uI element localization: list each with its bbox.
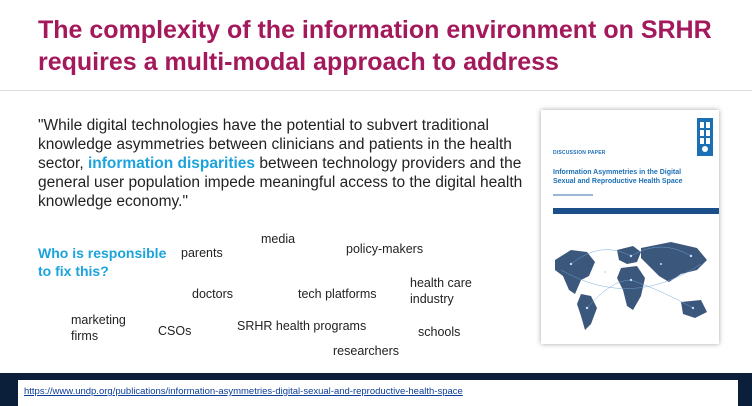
- quote-part-2: between technology providers and the general user population impede meaningful access to the digital health knowledge economy.": [38, 155, 523, 210]
- actor-tech-platforms: tech platforms: [298, 287, 377, 301]
- title-line-1: The complexity of the information environment on SRHR: [38, 16, 712, 44]
- paper-title: Information Asymmetries in the Digital Sexual and Reproductive Health Space: [553, 169, 683, 185]
- world-map-illustration: [541, 220, 719, 344]
- paper-tag: DISCUSSION PAPER: [553, 150, 606, 156]
- actor-schools: schools: [418, 325, 461, 339]
- actor-csos: CSOs: [158, 324, 192, 338]
- discussion-paper-cover: [541, 110, 719, 344]
- actor-marketing-firms: marketing firms: [71, 313, 126, 343]
- actor-health-care-industry: health care industry: [410, 276, 472, 306]
- actor-researchers: researchers: [333, 344, 399, 358]
- quote-text: [38, 116, 538, 211]
- undp-logo: [697, 118, 713, 156]
- quote-part-1: "While digital technologies have the potential to subvert traditional knowledge asymmetries between clinicians and patients in the health sector,: [38, 117, 512, 172]
- actor-doctors: doctors: [192, 287, 233, 301]
- actor-srhr-health-programs: SRHR health programs: [237, 319, 367, 333]
- title-line-2: requires a multi-modal approach to address: [38, 48, 559, 76]
- link-box: [18, 380, 738, 406]
- question-text: Who is responsible to fix this?: [38, 245, 167, 279]
- actor-media: media: [261, 232, 296, 246]
- paper-date-line: [553, 194, 593, 196]
- quote-highlight: information disparities: [87, 155, 256, 172]
- undp-publication-link[interactable]: https://www.undp.org/publications/information-asymmetries-digital-sexual-and-reproductive-health-space: [24, 386, 463, 397]
- title-divider: [0, 90, 752, 91]
- paper-band: [553, 208, 719, 214]
- actor-policy-makers: policy-makers: [346, 242, 424, 256]
- undp-logo-icon: [699, 121, 711, 153]
- actor-parents: parents: [181, 246, 223, 260]
- slide-title: [38, 14, 718, 78]
